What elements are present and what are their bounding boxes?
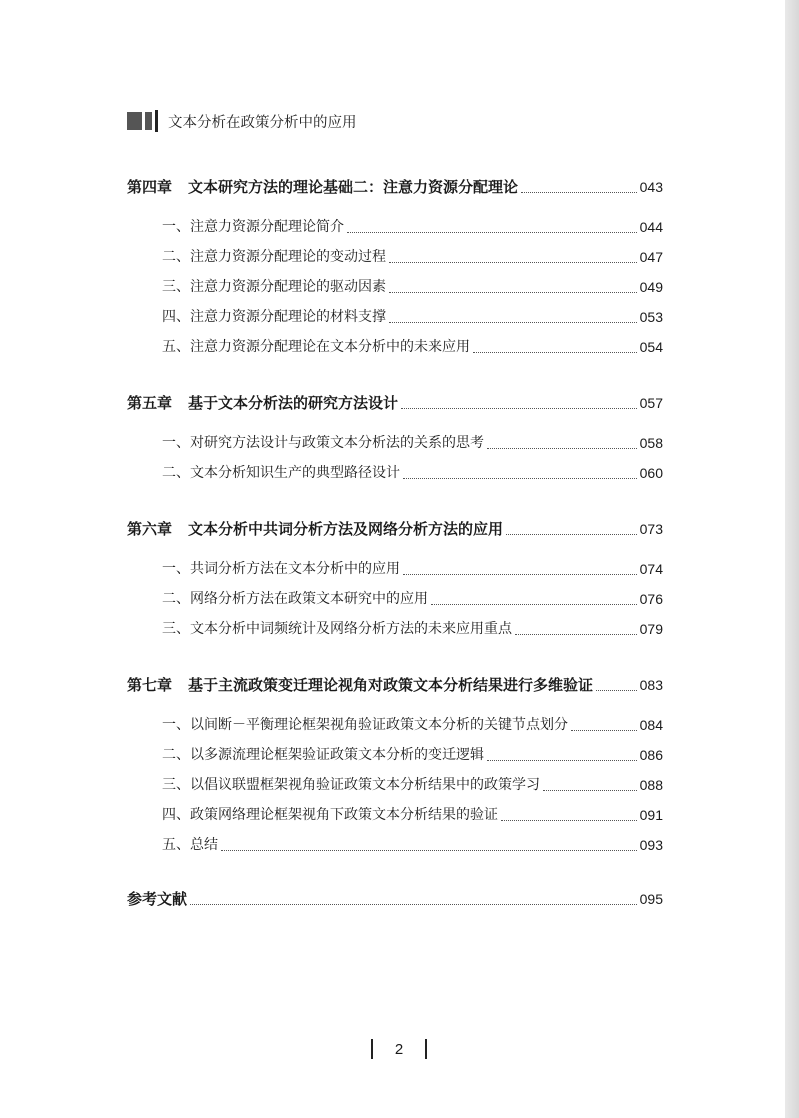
section-entry[interactable]: [127, 428, 663, 458]
section-page: 044: [639, 219, 663, 235]
chapter-number: 第五章: [127, 394, 173, 412]
section-title: 一、对研究方法设计与政策文本分析法的关系的思考: [162, 435, 484, 451]
dot-leader: [596, 690, 637, 691]
chapter-page: 073: [639, 521, 663, 537]
chapter-page: 057: [639, 395, 663, 411]
dot-leader: [403, 478, 637, 479]
chapter-number: 第七章: [127, 676, 173, 694]
section-entry[interactable]: [127, 242, 663, 272]
chapter-block: [127, 388, 663, 488]
references-page: 095: [639, 891, 663, 907]
section-title: 一、共词分析方法在文本分析中的应用: [162, 561, 400, 577]
dot-leader: [389, 262, 637, 263]
header-bars-icon: [127, 110, 158, 132]
dot-leader: [190, 904, 637, 905]
section-page: 047: [639, 249, 663, 265]
section-page: 084: [639, 717, 663, 733]
section-page: 091: [639, 807, 663, 823]
dot-leader: [389, 322, 637, 323]
folio-bar-left: [371, 1039, 373, 1059]
section-page: 076: [639, 591, 663, 607]
section-title: 一、注意力资源分配理论简介: [162, 219, 344, 235]
section-entry[interactable]: [127, 584, 663, 614]
section-page: 053: [639, 309, 663, 325]
dot-leader: [571, 730, 637, 731]
page-folio: [371, 1038, 427, 1060]
dot-leader: [487, 448, 637, 449]
dot-leader: [543, 790, 637, 791]
section-title: 三、以倡议联盟框架视角验证政策文本分析结果中的政策学习: [162, 777, 540, 793]
dot-leader: [431, 604, 637, 605]
chapter-entry[interactable]: [127, 172, 663, 202]
section-page: 088: [639, 777, 663, 793]
section-page: 074: [639, 561, 663, 577]
section-page: 086: [639, 747, 663, 763]
chapter-block: [127, 670, 663, 860]
chapter-title: 基于文本分析法的研究方法设计: [188, 394, 399, 412]
section-title: 四、政策网络理论框架视角下政策文本分析结果的验证: [162, 807, 498, 823]
section-title: 二、网络分析方法在政策文本研究中的应用: [162, 591, 428, 607]
section-title: 三、文本分析中词频统计及网络分析方法的未来应用重点: [162, 621, 512, 637]
dot-leader: [221, 850, 637, 851]
running-header: [127, 110, 357, 132]
section-entry[interactable]: [127, 458, 663, 488]
section-title: 三、注意力资源分配理论的驱动因素: [162, 279, 386, 295]
table-of-contents: [127, 172, 663, 924]
section-entry[interactable]: [127, 800, 663, 830]
chapter-number: 第四章: [127, 178, 173, 196]
chapter-entry[interactable]: [127, 514, 663, 544]
dot-leader: [347, 232, 637, 233]
references-entry[interactable]: [127, 884, 663, 914]
section-title: 二、以多源流理论框架验证政策文本分析的变迁逻辑: [162, 747, 484, 763]
section-title: 一、以间断－平衡理论框架视角验证政策文本分析的关键节点划分: [162, 717, 568, 733]
chapter-number: 第六章: [127, 520, 173, 538]
section-entry[interactable]: [127, 614, 663, 644]
chapter-entry[interactable]: [127, 388, 663, 418]
chapter-title: 基于主流政策变迁理论视角对政策文本分析结果进行多维验证: [188, 676, 594, 694]
section-entry[interactable]: [127, 332, 663, 362]
section-entry[interactable]: [127, 740, 663, 770]
section-title: 五、总结: [162, 837, 218, 853]
dot-leader: [401, 408, 637, 409]
chapter-title: 文本分析中共词分析方法及网络分析方法的应用: [188, 520, 504, 538]
chapter-entry[interactable]: [127, 670, 663, 700]
dot-leader: [403, 574, 637, 575]
chapter-block: [127, 172, 663, 362]
section-title: 二、注意力资源分配理论的变动过程: [162, 249, 386, 265]
section-entry[interactable]: [127, 710, 663, 740]
section-page: 079: [639, 621, 663, 637]
chapter-page: 043: [639, 179, 663, 195]
dot-leader: [521, 192, 637, 193]
section-entry[interactable]: [127, 830, 663, 860]
section-page: 049: [639, 279, 663, 295]
section-title: 五、注意力资源分配理论在文本分析中的未来应用: [162, 339, 470, 355]
section-title: 四、注意力资源分配理论的材料支撑: [162, 309, 386, 325]
section-page: 093: [639, 837, 663, 853]
folio-bar-right: [425, 1039, 427, 1059]
chapter-block: [127, 514, 663, 644]
section-entry[interactable]: [127, 212, 663, 242]
page-number: 2: [394, 1040, 404, 1058]
chapter-page: 083: [639, 677, 663, 693]
section-page: 054: [639, 339, 663, 355]
chapter-title: 文本研究方法的理论基础二：注意力资源分配理论: [188, 178, 519, 196]
book-title: 文本分析在政策分析中的应用: [168, 114, 357, 131]
dot-leader: [473, 352, 637, 353]
page-edge: [785, 0, 799, 1118]
section-entry[interactable]: [127, 272, 663, 302]
section-entry[interactable]: [127, 770, 663, 800]
dot-leader: [501, 820, 637, 821]
dot-leader: [506, 534, 637, 535]
section-entry[interactable]: [127, 554, 663, 584]
references-title: 参考文献: [127, 890, 188, 908]
dot-leader: [487, 760, 637, 761]
dot-leader: [515, 634, 637, 635]
section-page: 060: [639, 465, 663, 481]
section-title: 二、文本分析知识生产的典型路径设计: [162, 465, 400, 481]
section-page: 058: [639, 435, 663, 451]
dot-leader: [389, 292, 637, 293]
section-entry[interactable]: [127, 302, 663, 332]
